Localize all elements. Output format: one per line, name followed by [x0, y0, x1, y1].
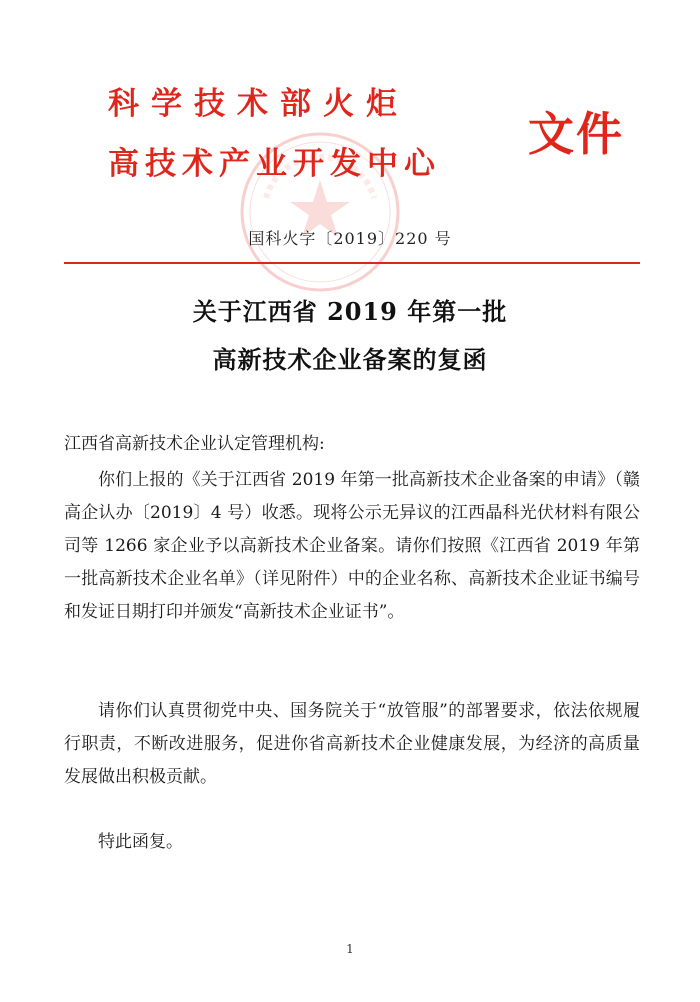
page-number: 1 — [346, 942, 354, 956]
recipient-salutation: 江西省高新技术企业认定管理机构: — [64, 434, 325, 454]
body-paragraph-2: 请你们认真贯彻党中央、国务院关于“放管服”的部署要求，依法依规履行职责，不断改进服务，促进你省高新技术企业健康发展，为经济的高质量发展做出积极贡献。 — [64, 701, 640, 787]
document-type-label: 文件 — [528, 107, 624, 161]
document-title-line-1: 关于江西省 2019 年第一批 — [192, 297, 508, 326]
issuer-name-line-1: 科学技术部火炬 — [108, 86, 409, 122]
body-paragraph-3: 特此函复。 — [98, 832, 183, 852]
issuer-name-line-2: 高技术产业开发中心 — [108, 146, 441, 182]
header-divider — [64, 262, 640, 264]
seal-icon — [236, 128, 404, 296]
document-number: 国科火字〔2019〕220 号 — [248, 229, 452, 248]
document-title-line-2: 高新技术企业备案的复函 — [212, 345, 488, 374]
body-paragraph-1: 你们上报的《关于江西省 2019 年第一批高新技术企业备案的申请》（赣高企认办〔2019〕4 号）收悉。现将公示无异议的江西晶科光伏材料有限公司等 1266 家企业予以高新技术企业备案。请你们按照《江西省 2019 年第一批高新技术企业名单》（详见附件）中的企业名称、高新技术企业证书编号和发证日期打印并颁发“高新技术企业证书”。 — [64, 470, 640, 622]
